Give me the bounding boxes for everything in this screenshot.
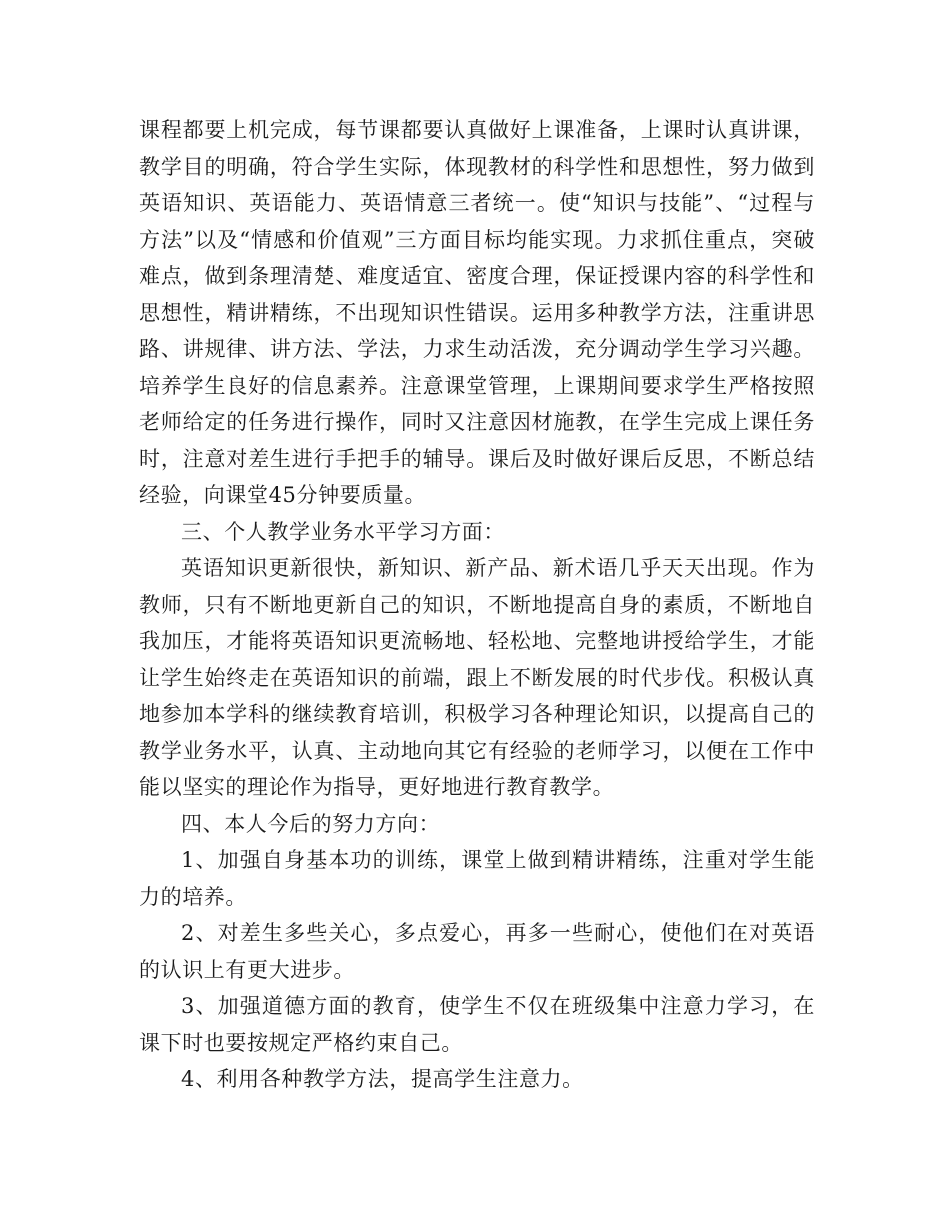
document-page <box>139 112 815 1098</box>
section-heading-three: 三、个人教学业务水平学习方面： <box>181 519 505 544</box>
section-heading-four: 四、本人今后的努力方向： <box>181 811 441 836</box>
body-paragraph-professional-study: 英语知识更新很快，新知识、新产品、新术语几乎天天出现。作为教师，只有不断地更新自己的知识，不断地提高自身的素质，不断地自我加压，才能将英语知识更流畅地、轻松地、完整地讲授给学生，才能让学生始终走在英语知识的前端，跟上不断发展的时代步伐。积极认真地参加本学科的继续教育培训，积极学习各种理论知识，以提高自己的教学业务水平，认真、主动地向其它有经验的老师学习，以便在工作中能以坚实的理论作为指导，更好地进行教育教学。 <box>139 556 815 799</box>
list-item-2: 2、对差生多些关心，多点爱心，再多一些耐心，使他们在对英语的认识上有更大进步。 <box>139 921 815 982</box>
list-item-1: 1、加强自身基本功的训练，课堂上做到精讲精练，注重对学生能力的培养。 <box>139 848 815 909</box>
list-item-3: 3、加强道德方面的教育，使学生不仅在班级集中注意力学习，在课下时也要按规定严格约束自己。 <box>139 994 815 1055</box>
list-item-4: 4、利用各种教学方法，提高学生注意力。 <box>181 1067 584 1091</box>
body-paragraph-continued: 课程都要上机完成，每节课都要认真做好上课准备，上课时认真讲课，教学目的明确，符合学生实际，体现教材的科学性和思想性，努力做到英语知识、英语能力、英语情意三者统一。使“知识与技能”、“过程与方法”以及“情感和价值观”三方面目标均能实现。力求抓住重点，突破难点，做到条理清楚、难度适宜、密度合理，保证授课内容的科学性和思想性，精讲精练，不出现知识性错误。运用多种教学方法，注重讲思路、讲规律、讲方法、学法，力求生动活泼，充分调动学生学习兴趣。培养学生良好的信息素养。注意课堂管理，上课期间要求学生严格按照老师给定的任务进行操作，同时又注意因材施教，在学生完成上课任务时，注意对差生进行手把手的辅导。课后及时做好课后反思，不断总结经验，向课堂45分钟要质量。 <box>139 118 815 507</box>
